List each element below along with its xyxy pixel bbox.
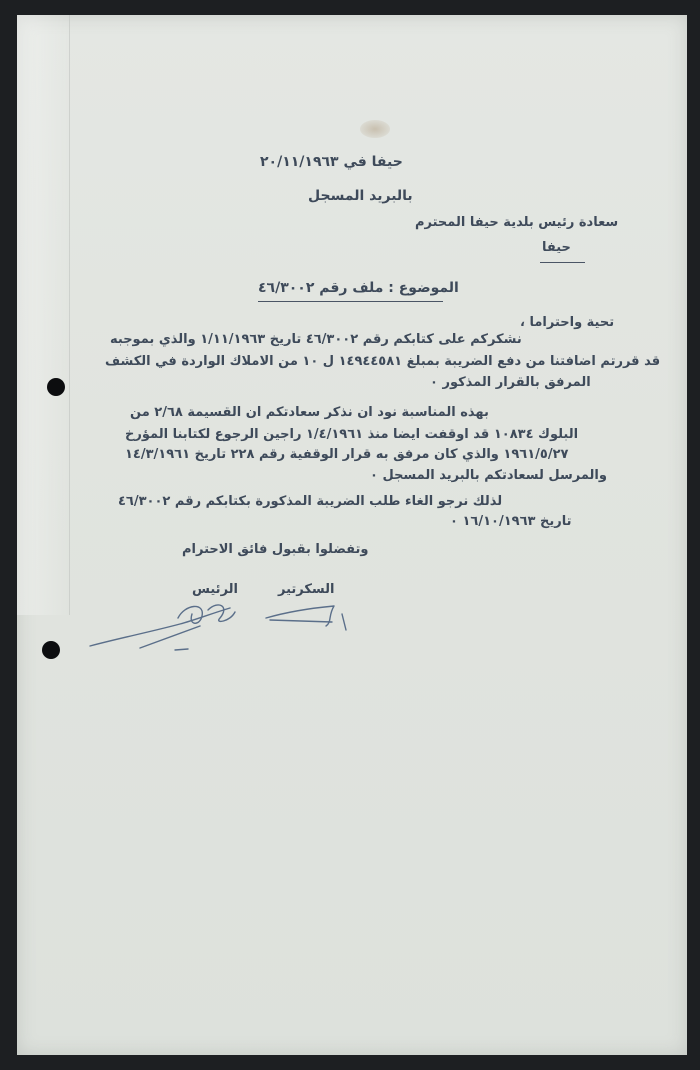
punch-hole-bottom — [42, 641, 60, 659]
body-line-1: نشكركم على كتابكم رقم ٤٦/٣٠٠٢ تاريخ ١/١١/١٩٦٣ والذي بموجبه — [110, 332, 522, 347]
city-underline — [540, 262, 585, 263]
secretary-title: السكرتير — [278, 582, 335, 597]
recipient-city: حيفا — [542, 240, 571, 255]
closing-line: وتفضلوا بقبول فائق الاحترام — [182, 542, 369, 557]
body-line-9: تاريخ ١٦/١٠/١٩٦٣ ٠ — [450, 514, 572, 529]
paper-fold — [17, 15, 70, 615]
body-line-6: ١٩٦١/٥/٢٧ والذي كان مرفق به قرار الوقفية رقم ٢٢٨ تاريخ ١٤/٣/١٩٦١ — [125, 447, 569, 462]
body-line-7: والمرسل لسعادتكم بالبريد المسجل ٠ — [370, 468, 607, 483]
body-line-2: قد قررتم اضافتنا من دفع الضريبة بمبلغ ١٤٩٤٤٥٨١ ل ١٠ من الاملاك الواردة في الكشف — [105, 354, 661, 369]
subject-line: الموضوع : ملف رقم ٤٦/٣٠٠٢ — [258, 280, 459, 296]
president-title: الرئيس — [192, 582, 238, 597]
body-line-8: لذلك نرجو الغاء طلب الضريبة المذكورة بكتابكم رقم ٤٦/٣٠٠٢ — [118, 494, 503, 509]
body-line-3: المرفق بالقرار المذكور ٠ — [430, 375, 591, 390]
punch-hole-top — [47, 378, 65, 396]
paper-stain — [360, 120, 390, 138]
letter-date: حيفا في ٢٠/١١/١٩٦٣ — [260, 154, 403, 170]
subject-underline — [258, 301, 443, 302]
recipient: سعادة رئيس بلدية حيفا المحترم — [415, 215, 619, 230]
president-signature — [80, 596, 250, 656]
mail-note: بالبريد المسجل — [308, 188, 413, 204]
body-line-5: البلوك ١٠٨٣٤ قد اوقفت ايضا منذ ١/٤/١٩٦١ راجين الرجوع لكتابنا المؤرخ — [125, 427, 579, 442]
document-page — [17, 15, 687, 1055]
body-line-4: بهذه المناسبة نود ان نذكر سعادتكم ان القسيمة ٢/٦٨ من — [130, 405, 489, 420]
greeting: تحية واحتراما ، — [520, 315, 615, 330]
secretary-signature — [262, 600, 362, 634]
